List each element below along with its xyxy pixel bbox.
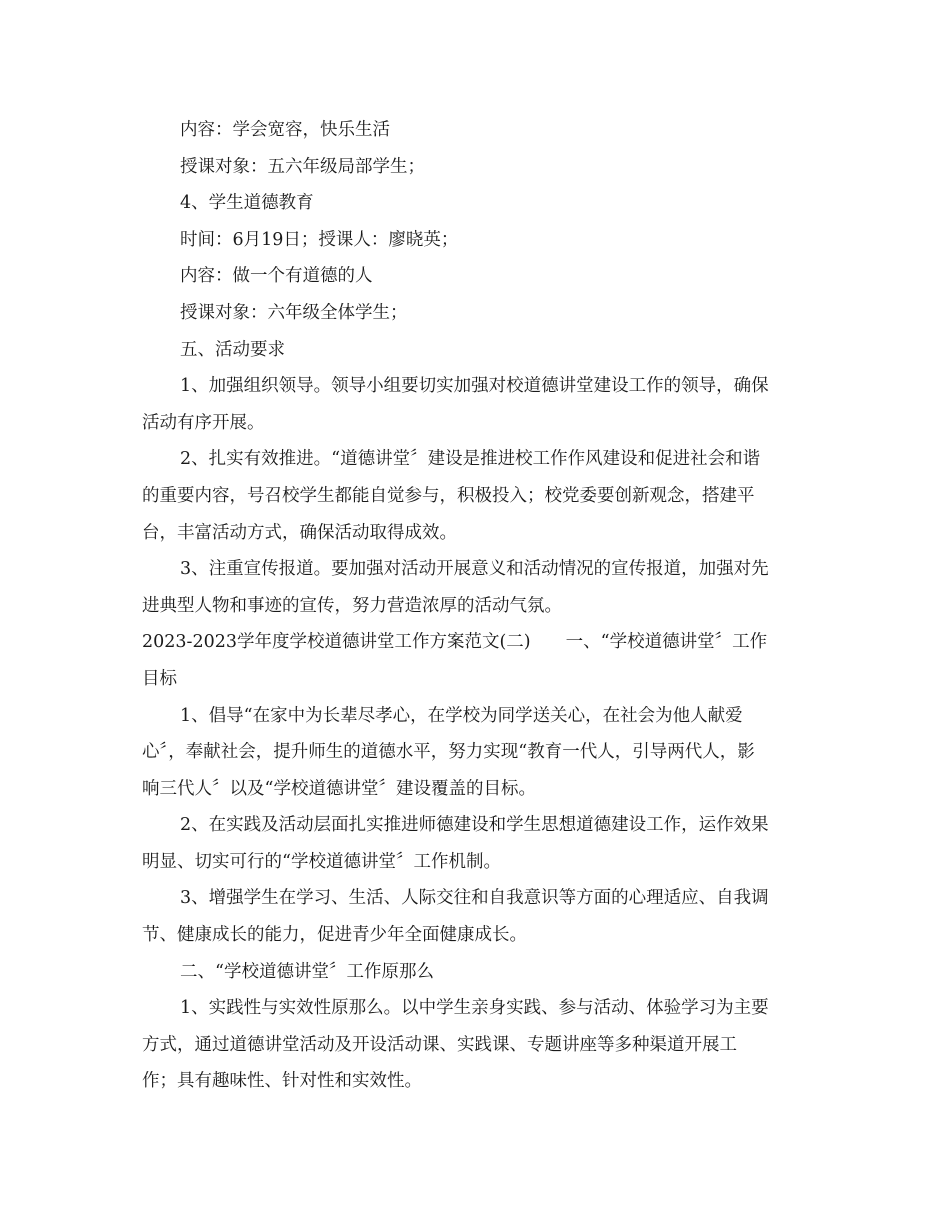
text-line: 时间：6月19日；授课人：廖晓英； [180, 229, 459, 250]
paragraph-line: 明显、切实可行的“学校道德讲堂〞工作机制。 [142, 851, 501, 872]
section-heading: 五、活动要求 [180, 339, 285, 360]
section-heading: 二、“学校道德讲堂〞工作原那么 [180, 961, 434, 982]
paragraph-line: 1、加强组织领导。领导小组要切实加强对校道德讲堂建设工作的领导，确保 [180, 376, 769, 397]
paragraph-line: 1、倡导“在家中为长辈尽孝心，在学校为同学送关心，在社会为他人献爱 [180, 705, 743, 726]
paragraph-line: 进典型人物和事迹的宣传，努力营造浓厚的活动气氛。 [142, 595, 562, 616]
paragraph-line: 2、在实践及活动层面扎实推进师德建设和学生思想道德建设工作，运作效果 [180, 815, 769, 836]
paragraph-line: 方式，通过道德讲堂活动及开设活动课、实践课、专题讲座等多种渠道开展工 [142, 1034, 737, 1055]
paragraph-line: 节、健康成长的能力，促进青少年全面健康成长。 [142, 925, 527, 946]
paragraph-line: 响三代人〞以及“学校道德讲堂〞建设覆盖的目标。 [142, 778, 536, 799]
paragraph-line: 作；具有趣味性、针对性和实效性。 [142, 1071, 422, 1092]
text-line: 内容：做一个有道德的人 [180, 266, 373, 287]
section-heading: 4、学生道德教育 [180, 193, 314, 214]
document-title-line: 2023-2023学年度学校道德讲堂工作方案范文(二) 一、“学校道德讲堂〞工作 [142, 632, 768, 653]
paragraph-line: 活动有序开展。 [142, 412, 265, 433]
paragraph-line: 台，丰富活动方式，确保活动取得成效。 [142, 522, 457, 543]
paragraph-line: 心〞，奉献社会，提升师生的道德水平，努力实现“教育一代人，引导两代人，影 [142, 742, 755, 763]
paragraph-line: 2、扎实有效推进。“道德讲堂〞建设是推进校工作作风建设和促进社会和谐 [180, 449, 761, 470]
text-line: 内容：学会宽容，快乐生活 [180, 120, 390, 140]
paragraph-line: 3、增强学生在学习、生活、人际交往和自我意识等方面的心理适应、自我调 [180, 888, 769, 909]
text-line: 授课对象：六年级全体学生； [180, 302, 408, 323]
paragraph-line: 的重要内容，号召校学生都能自觉参与，积极投入；校党委要创新观念，搭建平 [142, 485, 755, 506]
document-title-line: 目标 [142, 668, 177, 689]
paragraph-line: 3、注重宣传报道。要加强对活动开展意义和活动情况的宣传报道，加强对先 [180, 559, 769, 580]
text-line: 授课对象：五六年级局部学生； [180, 156, 425, 177]
paragraph-line: 1、实践性与实效性原那么。以中学生亲身实践、参与活动、体验学习为主要 [180, 998, 769, 1019]
document-page [142, 112, 808, 1100]
